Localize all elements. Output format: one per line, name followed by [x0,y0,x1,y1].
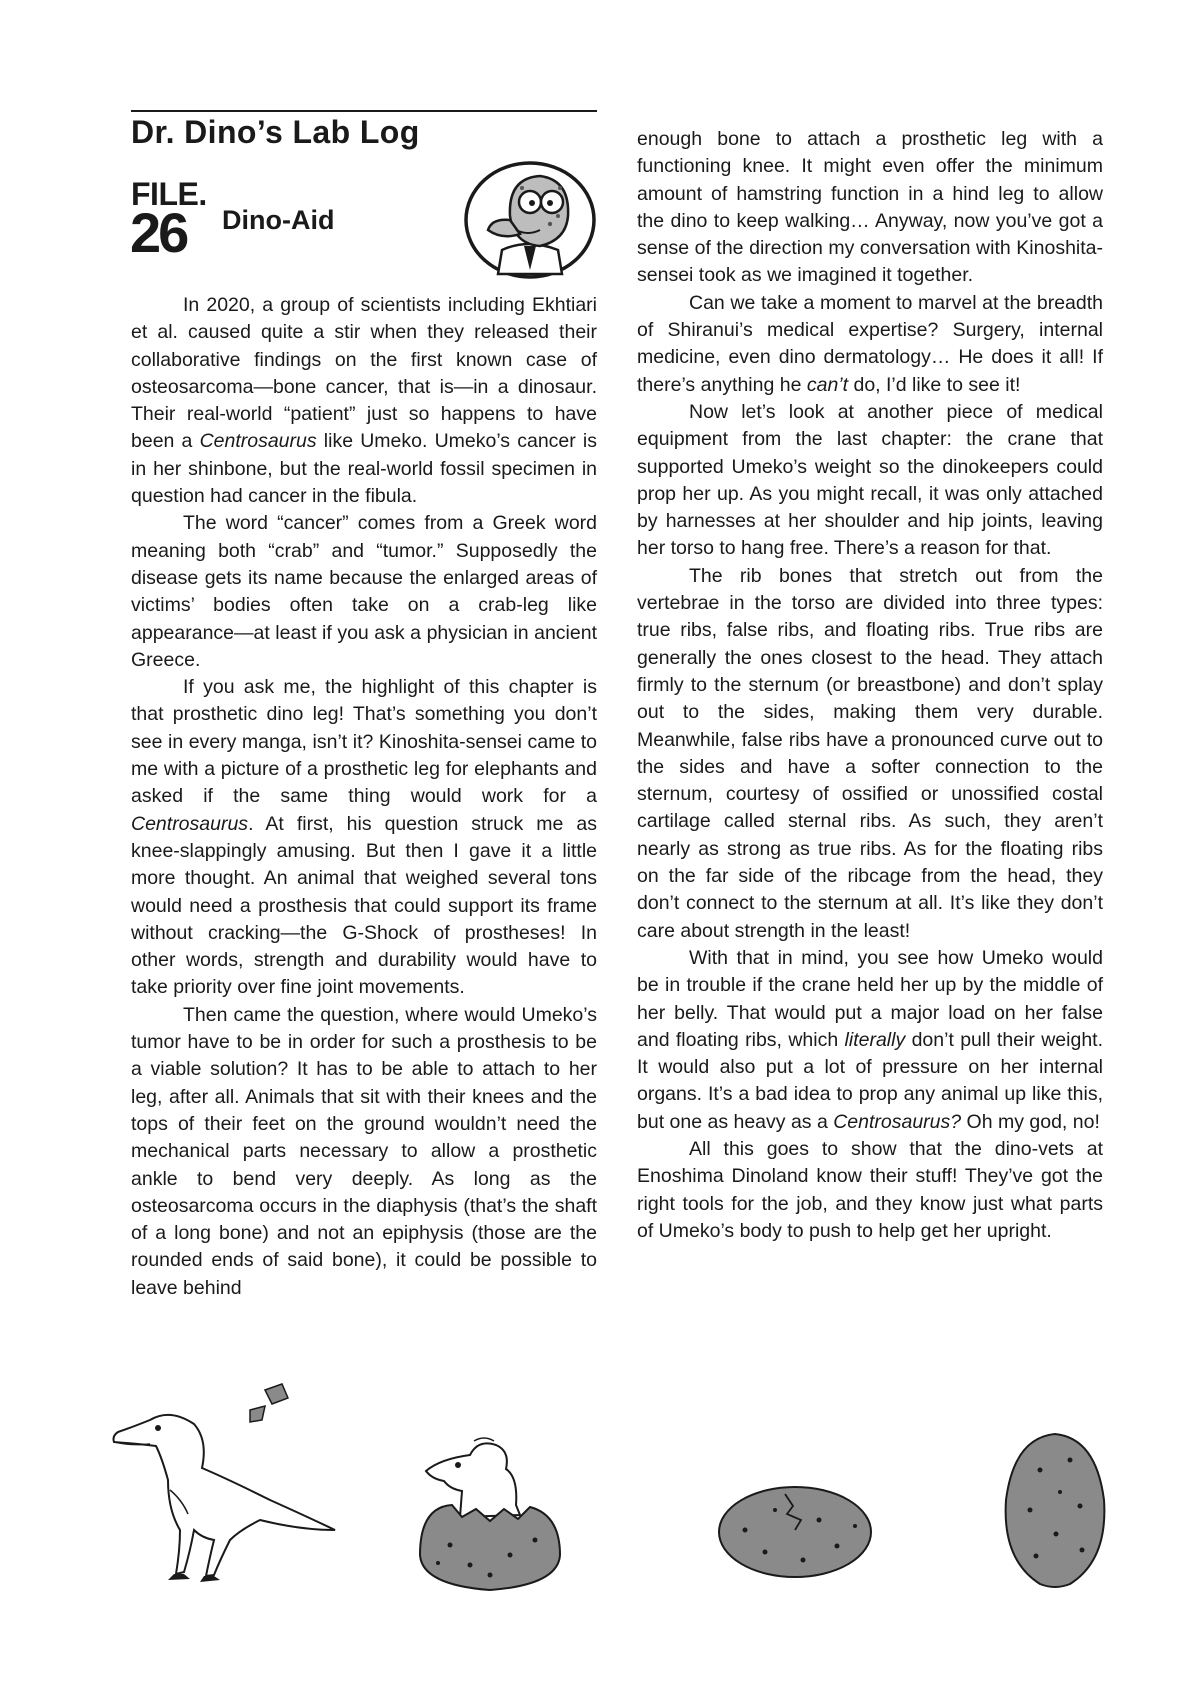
whole-egg-illustration [1000,1430,1110,1590]
paragraph: All this goes to show that the dino-vets at Enoshima Dinoland know their stuff! They’ve got the right tools for the job, and they know just what parts of Umeko’s body to push to help get her upright. [637,1137,1103,1242]
walking-dinosaur-illustration [110,1380,340,1595]
dinosaur-doctor-mascot-icon [462,158,602,283]
title-rule [131,110,597,112]
hatching-dinosaur-illustration [400,1435,580,1595]
paragraph: With that in mind, you see how Umeko would be in trouble if the crane held her up by the middle of her belly. That would put a major load on her false and floating ribs, which literally don’t pull their weight. It would also put a lot of pressure on her internal organs. It’s a bad idea to prop any animal up like this, but one as heavy as a Centrosaurus? Oh my god, no! [637,946,1103,1133]
paragraph: enough bone to attach a prosthetic leg with a functioning knee. It might even offer the minimum amount of hamstring function in a hind leg to allow the dino to keep walking… Anyway, now you’ve got a sense of the direction my conversation with Kinoshita-sensei took as we imagined it together. [637,128,1103,287]
paragraph: The rib bones that stretch out from the vertebrae in the torso are divided into three types: true ribs, false ribs, and floating ribs. True ribs are generally the ones closest to the head. They attach firmly to the sternum (or breastbone) and don’t splay out to the sides, making them very durable. Meanwhile, false ribs have a pronounced curve out to the sides and have a softer connection to the sternum, courtesy of ossified or unossified costal cartilage called sternal ribs. As such, they aren’t nearly as strong as true ribs. As for the floating ribs on the far side of the ribcage from the head, they don’t connect to the sternum at all. It’s like they don’t care about strength in the least! [637,564,1103,942]
paragraph: Can we take a moment to marvel at the breadth of Shiranui’s medical expertise? Surgery, internal medicine, even dino dermatology… He does it all! If there’s anything he can’t do, I’d like to see it! [637,291,1103,396]
file-label: FILE. [131,176,207,212]
paragraph: Now let’s look at another piece of medical equipment from the last chapter: the crane that supported Umeko’s weight so the dinokeepers could prop her up. As you might recall, it was only attached by harnesses at her shoulder and hip joints, leaving her torso to hang free. There’s a reason for that. [637,400,1103,560]
paragraph: Then came the question, where would Umeko’s tumor have to be in order for such a prosthesis to be a viable solution? It has to be able to attach to her leg, after all. Animals that sit with their knees and the tops of their feet on the ground wouldn’t need the mechanical parts necessary to allow a prosthetic ankle to bend very deeply. As long as the osteosarcoma occurs in the diaphysis (that’s the shaft of a long bone) and not an epiphysis (those are the rounded ends of said bone), it could be possible to leave behind [131,1003,597,1299]
file-number: 26 [130,201,187,264]
file-title: Dino-Aid [222,205,335,235]
right-column-text [637,126,1103,1245]
paragraph: The word “cancer” comes from a Greek word meaning both “crab” and “tumor.” Supposedly the disease gets its name because the enlarged areas of victims’ bodies often take on a crab-leg like appearance—at least if you ask a physician in ancient Greece. [131,512,597,671]
left-column-text [131,292,597,1302]
page-title: Dr. Dino’s Lab Log [131,114,420,150]
cracked-egg-illustration [715,1480,875,1580]
paragraph: If you ask me, the highlight of this chapter is that prosthetic dino leg! That’s something you don’t see in every manga, isn’t it? Kinoshita-sensei came to me with a picture of a prosthetic leg for elephants and asked if the same thing would work for a Centrosaurus. At first, his question struck me as knee-slappingly amusing. But then I gave it a little more thought. An animal that weighed several tons would need a prosthesis that could support its frame without cracking—the G-Shock of prostheses! In other words, strength and durability would have to take priority over fine joint movements. [131,676,597,999]
paragraph: In 2020, a group of scientists including Ekhtiari et al. caused quite a stir when they released their collaborative findings on the first known case of osteosarcoma—bone cancer, that is—in a dinosaur. Their real-world “patient” just so happens to have been a Centrosaurus like Umeko. Umeko’s cancer is in her shinbone, but the real-world fossil specimen in question had cancer in the fibula. [131,294,598,508]
